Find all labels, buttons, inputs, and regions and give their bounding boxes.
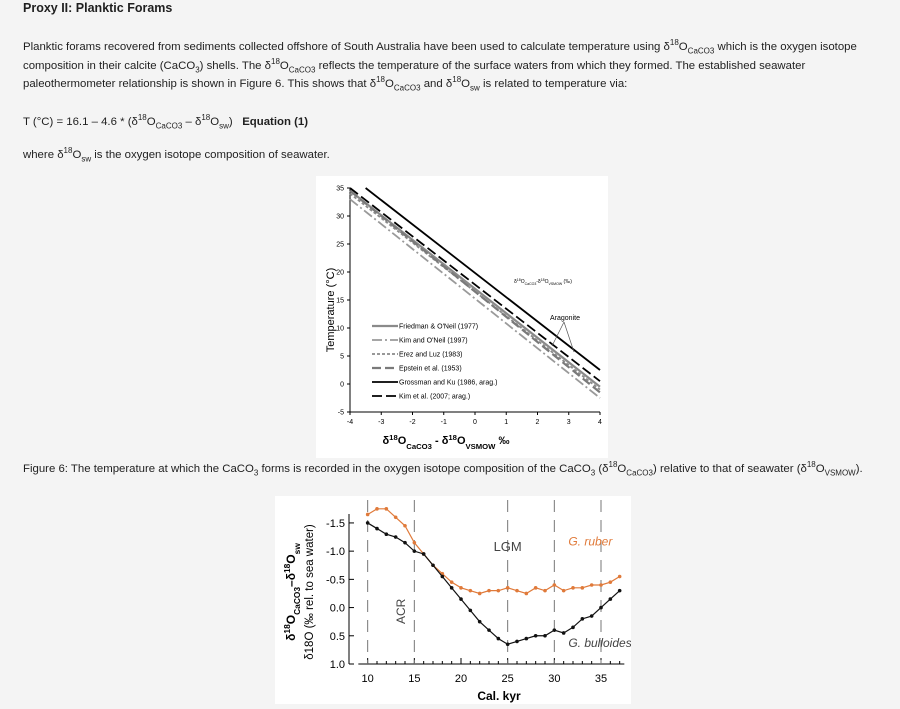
y-tick-label: -1.0 xyxy=(326,546,345,559)
data-point xyxy=(375,527,379,531)
x-tick-label: 4 xyxy=(598,419,602,426)
equation-1: T $(^\circ C) = 16.1 - 4.6 * (\delta^{18}O_{CaCO3} - \delta^{18}O_{sw})$ Equation (1) xyxy=(23,113,308,131)
x-tick-label: 35 xyxy=(594,673,608,685)
legend-label: Kim et al. (2007; arag.) xyxy=(399,393,471,401)
bulloides-label: G. bulloides xyxy=(568,636,631,651)
data-point xyxy=(543,589,547,593)
aragonite-annotation: Aragonite xyxy=(550,315,580,322)
data-point xyxy=(618,575,622,579)
data-point xyxy=(599,606,603,610)
data-point xyxy=(525,592,529,596)
data-point xyxy=(562,631,566,635)
data-point xyxy=(534,634,538,638)
x-tick-label: 10 xyxy=(361,673,374,685)
x-tick-label: -1 xyxy=(440,419,447,426)
figure-6-panel xyxy=(316,176,608,458)
data-point xyxy=(581,586,585,590)
x-tick-label: 1 xyxy=(504,419,509,426)
legend-label: Erez and Luz (1983) xyxy=(399,351,463,359)
isotope-annotation: $\delta^{18}O_{CaCO3}-\delta^{18}O_{VSMOW}$ (‰) xyxy=(514,278,572,286)
figure-7-chart xyxy=(275,496,631,704)
data-point xyxy=(618,589,622,593)
y-axis-label: δ18O (‰ rel. to sea water) xyxy=(304,524,316,660)
data-point xyxy=(599,583,603,587)
y-tick-label: 20 xyxy=(336,269,344,277)
data-point xyxy=(366,513,370,517)
x-tick-label: 2 xyxy=(535,419,540,426)
ruber-label: G. ruber xyxy=(568,534,613,549)
intro-paragraph: Planktic forams recovered from sediments collected offshore of South Australia have been used to calculate temperature using $\delta^{18}O_{CaCO3}$ which is the oxygen isotope composition in their calcite (CaCO$_3$) shells. The $\delta^{18}O_{CaCO3}$ reflects the temperature of the surface waters from which they formed. The established seawater paleothermometer relationship is shown in Figure 6. This shows that $\delta^{18}O_{CaCO3}$ and $\delta^{18}O_{sw}$ is related to temperature via: xyxy=(23,38,857,93)
figure-7-panel xyxy=(275,496,631,704)
lgm-label: LGM xyxy=(493,539,522,555)
acr-label: ACR xyxy=(394,598,409,624)
data-point xyxy=(515,589,519,593)
figure-6-chart xyxy=(316,176,608,458)
data-point xyxy=(571,626,575,630)
data-point xyxy=(450,586,454,590)
legend-label: Grossman and Ku (1986, arag.) xyxy=(399,379,498,387)
y-tick-label: 35 xyxy=(336,185,344,193)
legend-label: Friedman & O'Neil (1977) xyxy=(399,323,479,331)
data-point xyxy=(581,617,585,621)
data-point xyxy=(515,640,519,644)
data-point xyxy=(469,589,473,593)
y-tick-label: 0.5 xyxy=(329,630,345,643)
data-point xyxy=(413,541,417,545)
where-sentence: where $\delta^{18}O_{sw}$ is the oxygen isotope composition of seawater. xyxy=(23,146,330,164)
y-tick-label: -1.5 xyxy=(326,517,345,530)
data-point xyxy=(609,597,613,601)
data-point xyxy=(571,586,575,590)
y-tick-label: -0.5 xyxy=(326,574,345,587)
data-point xyxy=(553,583,557,587)
data-point xyxy=(553,628,557,632)
y-tick-label: 0.0 xyxy=(329,602,345,615)
data-point xyxy=(422,552,426,556)
data-point xyxy=(543,634,547,638)
data-point xyxy=(487,589,491,593)
y-tick-label: 0 xyxy=(340,381,344,389)
data-point xyxy=(385,532,389,536)
y-axis-label-secondary: $\delta^{18}O_{CaCO3}-\delta^{18}O_{sw}$ xyxy=(282,543,302,641)
equation-label: Equation (1) xyxy=(242,116,308,128)
y-tick-label: 30 xyxy=(336,213,344,221)
data-point xyxy=(459,597,463,601)
x-tick-label: -2 xyxy=(409,419,416,426)
annotation-pointer xyxy=(564,322,574,352)
data-point xyxy=(431,563,435,567)
y-tick-label: 5 xyxy=(340,353,344,361)
data-point xyxy=(441,575,445,579)
data-point xyxy=(450,580,454,584)
data-point xyxy=(459,586,463,590)
x-tick-label: -3 xyxy=(378,419,385,426)
legend-label: Kim and O'Neil (1997) xyxy=(399,337,468,345)
data-point xyxy=(487,628,491,632)
y-axis-label: Temperature (°C) xyxy=(325,267,337,353)
y-tick-label: 10 xyxy=(336,325,344,333)
legend-label: Epstein et al. (1953) xyxy=(399,365,462,373)
data-point xyxy=(525,637,529,641)
section-heading: Proxy II: Planktic Forams xyxy=(23,1,173,15)
x-tick-label: 30 xyxy=(548,673,561,685)
data-point xyxy=(403,541,407,545)
data-point xyxy=(385,507,389,511)
data-point xyxy=(375,507,379,511)
x-tick-label: 25 xyxy=(501,673,514,685)
data-point xyxy=(534,586,538,590)
data-point xyxy=(590,583,594,587)
x-tick-label: 20 xyxy=(454,673,468,685)
data-point xyxy=(413,549,417,553)
x-axis-label: Cal. kyr xyxy=(477,689,521,703)
y-tick-label: 25 xyxy=(336,241,344,249)
y-tick-label: 1.0 xyxy=(329,659,345,671)
y-tick-label: 15 xyxy=(336,297,344,305)
data-point xyxy=(478,620,482,624)
data-point xyxy=(497,637,501,641)
data-point xyxy=(469,609,473,613)
data-point xyxy=(590,614,594,618)
x-axis-label: $\delta^{18}O_{CaCO3} - \delta^{18}O_{VSMOW}$ ‰ xyxy=(382,432,510,451)
data-point xyxy=(478,592,482,596)
figure-6-caption: Figure 6: The temperature at which the CaCO$_3$ forms is recorded in the oxygen isotope composition of the CaCO$_3$ $(\delta^{18}O_{CaCO3})$ relative to that of seawater $(\delta^{18}O_{VSMOW})$. xyxy=(23,460,863,478)
x-tick-label: 15 xyxy=(408,673,421,685)
data-point xyxy=(497,589,501,593)
x-tick-label: -4 xyxy=(346,419,354,426)
data-point xyxy=(506,642,510,646)
data-point xyxy=(394,535,398,539)
data-point xyxy=(366,521,370,525)
y-tick-label: -5 xyxy=(337,409,344,417)
x-tick-label: 0 xyxy=(473,419,477,426)
data-point xyxy=(609,580,613,584)
data-point xyxy=(506,586,510,590)
data-point xyxy=(562,589,566,593)
x-tick-label: 3 xyxy=(566,419,571,426)
data-point xyxy=(403,524,407,528)
data-point xyxy=(394,515,398,519)
